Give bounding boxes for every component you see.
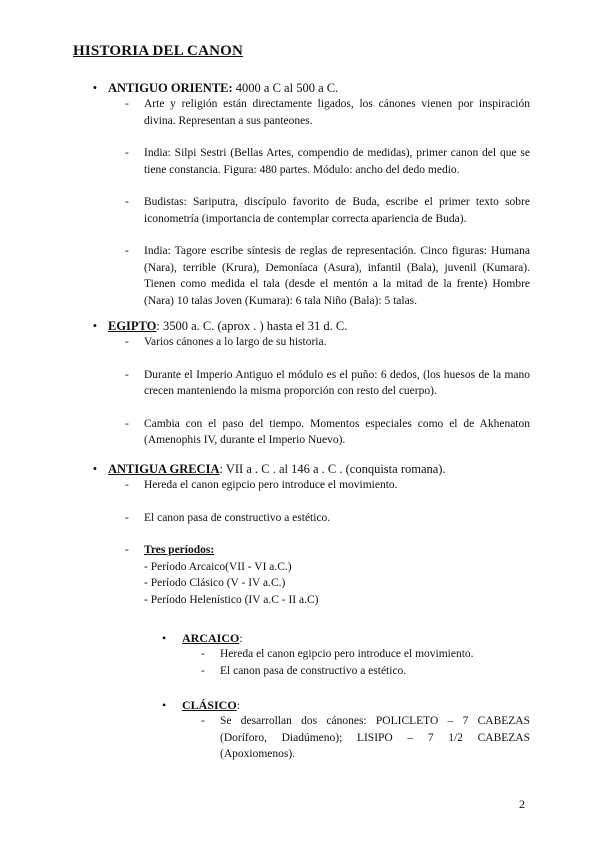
list-item-text: India: Silpi Sestri (Bellas Artes, compendio de medidas), primer canon del que se tiene constancia. Figura: 480 partes. Módulo: ancho del dedo medio. — [144, 147, 530, 176]
dash-icon: - — [125, 98, 129, 110]
dash-icon: - — [125, 368, 129, 381]
dash-icon: - — [125, 245, 129, 257]
subsection-arcaico: • ARCAICO: — [162, 631, 243, 645]
list-item — [90, 477, 530, 494]
section-heading — [90, 461, 530, 477]
bullet-icon: • — [162, 631, 167, 645]
list-item — [90, 194, 530, 227]
section-egipto — [90, 318, 530, 449]
bullet-icon: • — [162, 698, 167, 712]
list-item — [90, 145, 530, 178]
section-antigua-grecia — [90, 461, 530, 763]
list-item — [90, 646, 530, 663]
period-line: - Período Clásico (V - IV a.C.) — [144, 577, 286, 589]
bullet-icon: • — [92, 462, 98, 476]
bullet-icon: • — [92, 81, 98, 95]
period-line: - Período Arcaico(VII - VI a.C.) — [144, 560, 292, 573]
dash-icon: - — [125, 336, 129, 348]
list-item — [90, 663, 530, 680]
list-item-text: El canon pasa de constructivo a estético. — [144, 511, 331, 524]
list-item-text: Budistas: Sariputra, discípulo favorito de Buda, escribe el primer texto sobre iconometría (importancia de contemplar correcta apariencia de Buda). — [144, 196, 530, 225]
dash-icon: - — [125, 196, 129, 208]
dash-icon: - — [125, 479, 129, 491]
dash-icon: - — [125, 511, 129, 524]
list-item-text: El canon pasa de constructivo a estético. — [220, 664, 407, 677]
periods-block — [90, 542, 530, 608]
list-item-text: Cambia con el paso del tiempo. Momentos especiales como el de Akhenaton (Amenophis IV, durante el Imperio Nuevo). — [144, 417, 530, 446]
section-heading-bold: ANTIGUA GRECIA — [108, 462, 220, 476]
list-item-text: Hereda el canon egipcio pero introduce el movimiento. — [220, 648, 474, 660]
section-heading-rest: : 3500 a. C. (aprox . ) hasta el 31 d. C. — [156, 319, 348, 333]
list-item — [90, 243, 530, 309]
period-line: - Período Helenístico (IV a.C - II a.C) — [144, 593, 319, 606]
list-item — [90, 510, 530, 527]
dash-icon: - — [201, 648, 205, 660]
periods-label: Tres períodos: — [144, 544, 215, 556]
bullet-icon: • — [92, 319, 98, 333]
section-heading — [90, 80, 530, 96]
dash-icon: - — [125, 544, 129, 556]
list-item-text: India: Tagore escribe síntesis de reglas de representación. Cinco figuras: Humana (Nara), terrible (Krura), Demoníaca (Asura), infantil (Bala), juvenil (Kumara). Tienen como medida el tala (desde el mentón a la mitad de la frente) Hombre (Nara) 10 talas Joven (Kumara): 6 tala Niño (Bala): 5 talas. — [144, 245, 530, 307]
list-item — [90, 713, 530, 763]
page-title: HISTORIA DEL CANON — [73, 43, 244, 59]
list-item — [90, 416, 530, 449]
dash-icon: - — [201, 715, 205, 727]
subsection-heading: ARCAICO — [182, 631, 240, 645]
subsection-clasico: • CLÁSICO: — [162, 698, 241, 712]
section-heading-bold: EGIPTO — [108, 319, 157, 333]
section-antiguo-oriente — [90, 80, 530, 309]
list-item — [90, 334, 530, 351]
dash-icon: - — [125, 417, 129, 430]
list-item — [90, 367, 530, 400]
section-heading-rest: : VII a . C . al 146 a . C . (conquista romana). — [219, 462, 446, 476]
list-item-text: Se desarrollan dos cánones: POLICLETO – 7 CABEZAS (Doríforo, Diadúmeno); LISIPO – 7 1/2 CABEZAS (Apoxiomenos). — [220, 715, 530, 760]
section-heading-rest: 4000 a C al 500 a C. — [232, 81, 339, 95]
list-item-text: Varios cánones a lo largo de su historia. — [144, 336, 327, 348]
list-item-text: Hereda el canon egipcio pero introduce el movimiento. — [144, 479, 398, 491]
dash-icon: - — [201, 664, 205, 677]
page-number: 2 — [519, 797, 525, 811]
list-item-text: Durante el Imperio Antiguo el módulo es el puño: 6 dedos, (los huesos de la mano crecen manteniendo la misma proporción con resto del cuerpo). — [144, 368, 530, 397]
section-heading — [90, 318, 530, 334]
list-item — [90, 96, 530, 129]
dash-icon: - — [125, 147, 129, 159]
subsection-heading: CLÁSICO — [182, 698, 237, 712]
list-item-text: Arte y religión están directamente ligados, los cánones vienen por inspiración divina. Representan a sus panteones. — [144, 98, 530, 127]
section-heading-bold: ANTIGUO ORIENTE: — [108, 81, 233, 95]
